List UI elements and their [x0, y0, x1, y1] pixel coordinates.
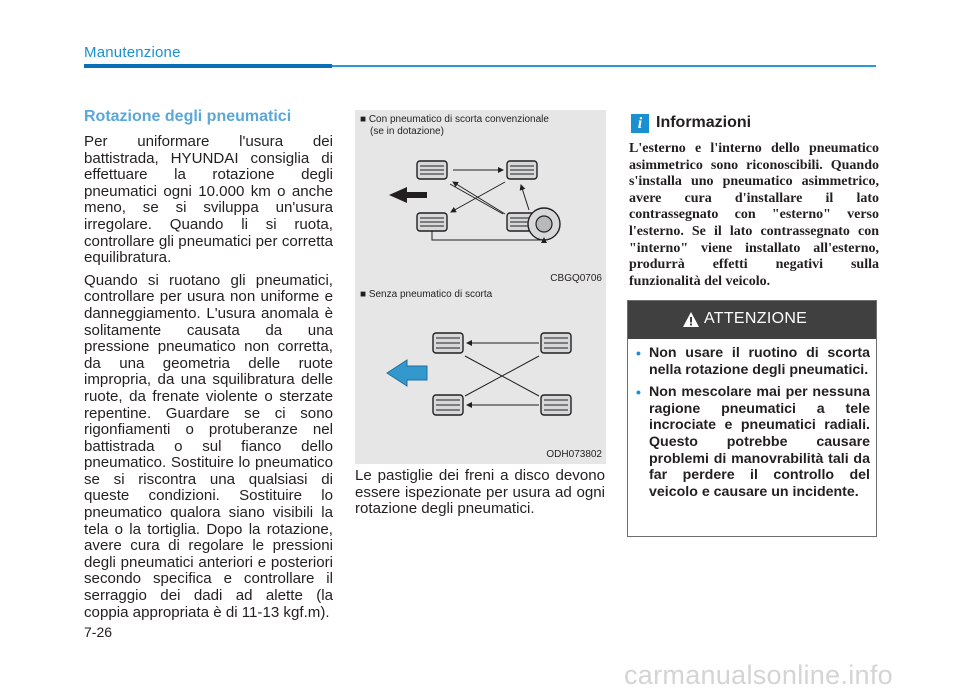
paragraph: Per uniformare l'usura dei battistrada, HYUNDAI consiglia di effettuare la rotazione degli pneumatici ogni 10.000 km o anche meno, se si sviluppa un'usura irregolare. Quando li si ruota, controllare gli pneumatici per corretta equilibratura. — [84, 133, 333, 267]
rotation-diagram-2 — [355, 286, 606, 464]
section-title: Rotazione degli pneumatici — [84, 108, 292, 125]
list-item: • Non usare il ruotino di scorta nella rotazione degli pneumatici. — [636, 345, 870, 378]
watermark: carmanualsonline.info — [624, 660, 893, 690]
figure-code: CBGQ0706 — [550, 273, 602, 284]
tire-front-left-icon — [417, 161, 447, 179]
info-title: Informazioni — [656, 114, 752, 131]
header-rule-dark — [84, 64, 332, 68]
list-item: • Non mescolare mai per nessuna ragione pneumatici a tele incrociate e pneumatici radiali. Questo potrebbe causare problemi di manovrabilità tali da far perdere il controllo del veicolo e causare un incidente. — [636, 384, 870, 500]
left-column-text — [84, 134, 333, 627]
tire-front-left-icon — [433, 333, 463, 353]
tire-rear-left-icon — [433, 395, 463, 415]
info-text: L'esterno e l'interno dello pneumatico asimmetrico sono riconoscibili. Quando s'installa uno pneumatico asimmetrico, avere cura d'installare il lato contrassegnato con "esterno" verso l'esterno. Se il lato contrassegnato con "interno" viene installato all'esterno, produrrà effetti negativi sulla funzionalità del veicolo. — [629, 141, 879, 289]
section-header: Manutenzione — [84, 44, 181, 61]
figure-caption: ■ Con pneumatico di scorta convenzionale (se in dotazione) — [360, 114, 549, 137]
info-icon: i — [631, 114, 649, 133]
warning-label: ATTENZIONE — [704, 310, 808, 327]
figure-caption: ■ Senza pneumatico di scorta — [360, 289, 493, 300]
tire-rear-left-icon — [417, 213, 447, 231]
figure-rotation-with-spare — [355, 110, 606, 286]
direction-arrow-icon — [387, 360, 427, 386]
tire-front-right-icon — [507, 161, 537, 179]
warning-box — [627, 300, 877, 537]
figure-rotation-without-spare — [355, 286, 606, 464]
header-rule-light — [332, 65, 876, 67]
warning-triangle-icon — [682, 311, 700, 328]
tire-rear-right-icon — [541, 395, 571, 415]
page-number: 7-26 — [84, 624, 113, 640]
direction-arrow-icon — [389, 187, 427, 203]
warning-header — [628, 301, 876, 339]
tire-front-right-icon — [541, 333, 571, 353]
brake-pad-note: Le pastiglie dei freni a disco devono essere ispezionate per usura ad ogni rotazione degli pneumatici. — [355, 467, 605, 518]
warning-list — [636, 345, 870, 506]
rotation-diagram-1 — [355, 110, 606, 286]
paragraph: Quando si ruotano gli pneumatici, controllare per usura non uniforme e danneggiamento. L'usura anomala è solitamente causata da una pressione pneumatico non corretta, da una geometria delle ruote impropria, da una squilibratura delle ruote, da frenate violente o sterzate repentine. Guardare se ci sono rigonfiamenti o protuberanze nel battistrada o sul fianco dello pneumatico. Sostituire lo pneumatico se si riscontra una qualsiasi di queste condizioni. Sostituire lo pneumatico qualora siano visibili la tela o la tortiglia. Dopo la rotazione, avere cura di regolare le pressioni degli pneumatici anteriori e posteriori secondo specifica e controllare il serraggio dei dadi ad alette (la coppia appropriata è di 11-13 kgf.m). — [84, 271, 333, 621]
figure-code: ODH073802 — [546, 449, 602, 460]
